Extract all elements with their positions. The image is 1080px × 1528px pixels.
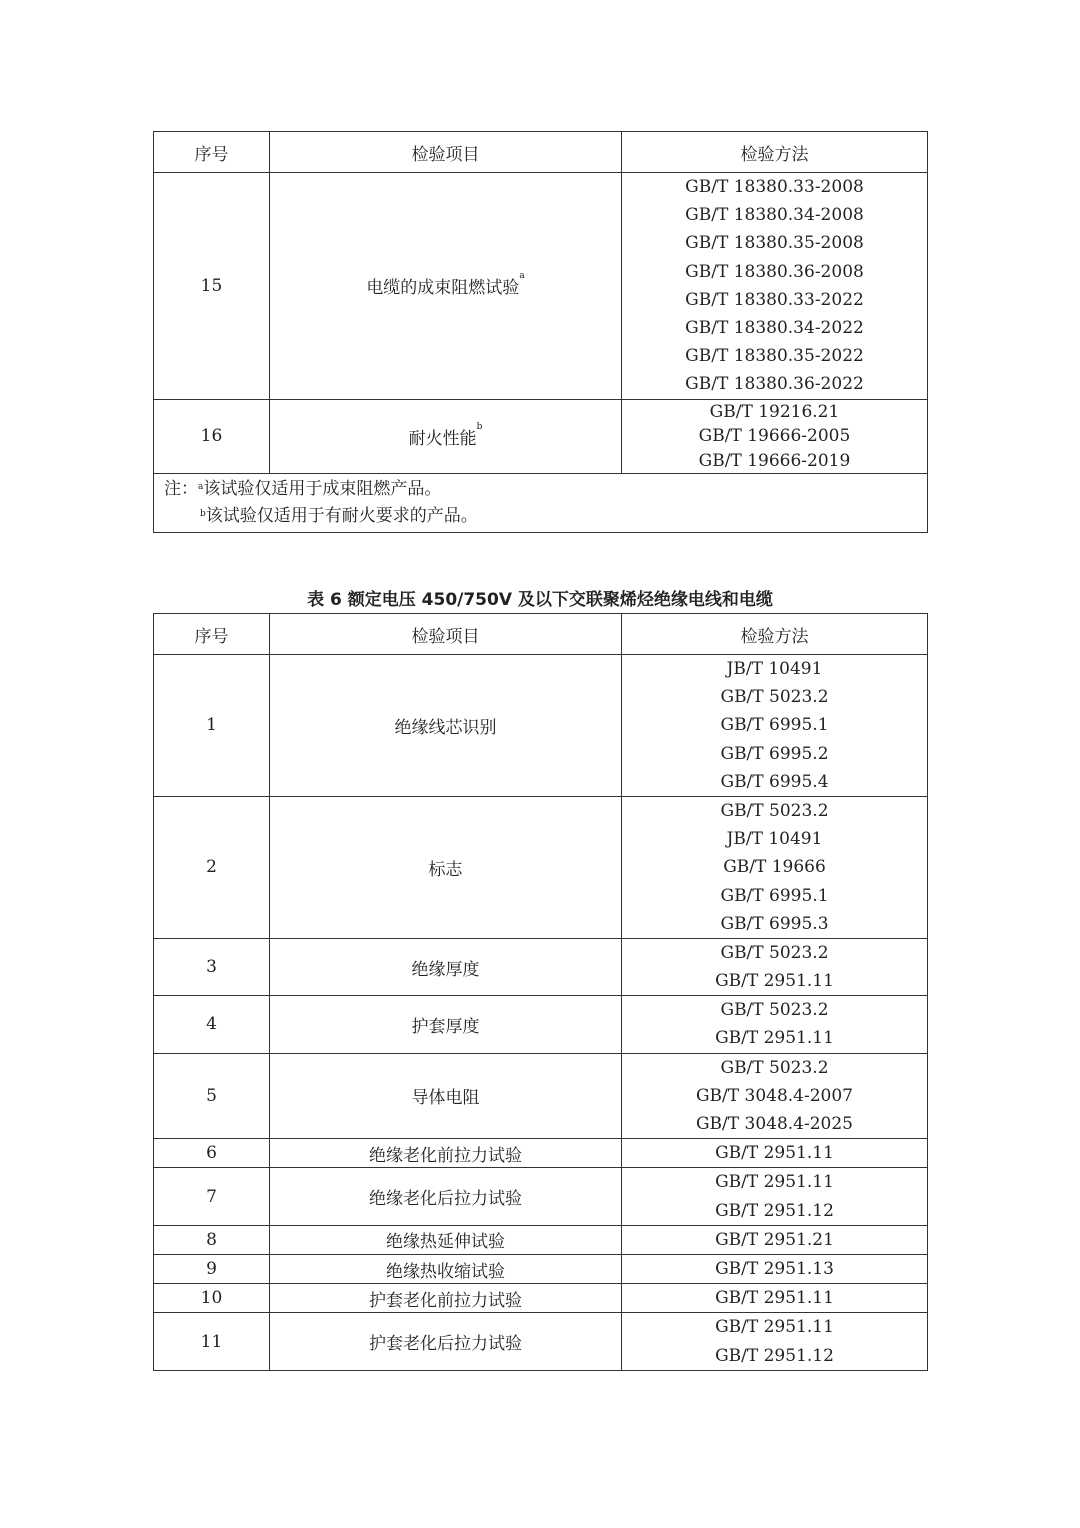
test-item-cell [270,173,622,400]
test-item-cell [270,655,622,797]
test-method-cell [622,1225,928,1254]
table-row [154,1053,928,1139]
table-row [154,173,928,400]
test-method: GB/T 6995.3 [720,913,829,934]
test-method: GB/T 3048.4-2025 [695,1114,854,1134]
footnote-mark-b: b [200,509,206,519]
table-row [154,938,928,995]
header-item: 检验项目 [270,132,622,173]
note-cell [154,474,928,533]
test-item-cell [270,938,622,995]
test-method: GB/T 5023.2 [720,800,829,821]
test-method: GB/T 2951.11 [715,1317,834,1338]
test-method: GB/T 6995.1 [720,715,829,736]
note-line-b [164,503,917,530]
fire-test-table [153,131,928,533]
test-item: 护套老化后拉力试验 [369,1334,522,1354]
table-body [154,655,928,1371]
test-method: GB/T 2951.21 [715,1229,834,1250]
test-method: GB/T 2951.12 [715,1200,834,1221]
test-method: GB/T 19666-2005 [698,426,851,446]
row-number: 8 [154,1225,270,1254]
test-method-cell [622,655,928,797]
test-item: 绝缘老化后拉力试验 [369,1189,522,1210]
table-row [154,1254,928,1283]
test-item: 护套老化前拉力试验 [369,1290,522,1311]
test-item-cell [270,1053,622,1139]
test-item-cell [270,1168,622,1225]
test-method-cell [622,796,928,938]
table-header-row [154,614,928,655]
header-number: 序号 [154,614,270,655]
row-number: 16 [154,399,270,474]
test-method: GB/T 18380.33-2008 [685,177,864,197]
row-number: 1 [154,655,270,797]
test-item-cell [270,1139,622,1168]
test-method: GB/T 2951.13 [715,1258,834,1279]
test-method-cell [622,996,928,1053]
test-method: GB/T 18380.36-2022 [685,374,864,395]
row-number: 15 [154,173,270,400]
test-item: 标志 [428,859,463,880]
test-method: GB/T 6995.4 [720,771,829,792]
row-number: 6 [154,1139,270,1168]
table-row [154,399,928,474]
test-item: 绝缘老化前拉力试验 [369,1145,522,1166]
table-row [154,655,928,797]
test-method: GB/T 18380.33-2022 [685,289,864,310]
test-method: GB/T 2951.11 [715,1288,834,1309]
row-number: 2 [154,796,270,938]
test-method-cell [622,1053,928,1139]
header-method: 检验方法 [622,132,928,173]
test-method: GB/T 2951.11 [715,1028,834,1049]
test-method: GB/T 2951.11 [715,1172,834,1193]
test-method: GB/T 18380.34-2008 [685,205,864,226]
row-number: 7 [154,1168,270,1225]
table-row [154,1313,928,1370]
table-caption: 表 6 额定电压 450/750V 及以下交联聚烯烃绝缘电线和电缆 [307,590,773,610]
footnote-mark: a [519,271,525,282]
row-number: 9 [154,1254,270,1283]
header-item: 检验项目 [270,614,622,655]
header-method: 检验方法 [622,614,928,655]
table-row [154,1284,928,1313]
test-method: JB/T 10491 [726,659,823,679]
test-item-cell [270,1225,622,1254]
note-text-b: 该试验仅适用于有耐火要求的产品。 [205,506,478,526]
test-item: 耐火性能 [408,428,477,449]
test-method: GB/T 2951.11 [715,971,834,992]
test-item-cell [270,1284,622,1313]
test-item-cell [270,1313,622,1370]
test-method-cell [622,399,928,474]
row-number: 4 [154,996,270,1053]
table-row [154,796,928,938]
test-method-cell [622,1254,928,1283]
note-row [154,474,928,533]
row-number: 10 [154,1284,270,1313]
row-number: 3 [154,938,270,995]
test-method-cell [622,938,928,995]
test-item: 电缆的成束阻燃试验 [366,278,520,299]
test-method: GB/T 18380.35-2022 [685,346,864,367]
row-number: 5 [154,1053,270,1139]
test-method: GB/T 18380.34-2022 [685,317,864,338]
test-item: 绝缘热收缩试验 [386,1261,505,1282]
note-prefix: 注： [164,479,198,499]
test-method-cell [622,1139,928,1168]
table-row [154,1139,928,1168]
test-method: GB/T 5023.2 [720,1057,829,1078]
footnote-mark: b [476,421,483,432]
test-item: 绝缘热延伸试验 [386,1232,505,1253]
test-method: GB/T 19666 [723,857,826,878]
test-method-cell [622,1168,928,1225]
table-row [154,1168,928,1225]
test-method: GB/T 18380.35-2008 [685,233,864,254]
test-item-cell [270,796,622,938]
test-item-cell [270,399,622,474]
test-method: GB/T 6995.2 [720,743,829,764]
test-item-cell [270,1254,622,1283]
test-method: GB/T 5023.2 [720,1000,829,1021]
row-number: 11 [154,1313,270,1370]
test-method: GB/T 2951.12 [715,1345,834,1366]
xlpo-cable-test-table [153,613,928,1371]
test-method: GB/T 19216.21 [709,401,840,422]
test-item: 绝缘厚度 [411,959,480,980]
table-header-row [154,132,928,173]
footnote-mark-a: a [198,482,204,492]
test-item: 护套厚度 [411,1016,480,1037]
test-item: 绝缘线芯识别 [394,717,497,738]
test-method: GB/T 18380.36-2008 [685,261,864,282]
test-item: 导体电阻 [411,1088,480,1109]
test-method-cell [622,1313,928,1370]
test-method: GB/T 5023.2 [720,687,829,708]
test-item-cell [270,996,622,1053]
table-body [154,173,928,474]
table-row [154,996,928,1053]
test-method-cell [622,173,928,400]
note-line-a [164,476,917,503]
test-method: GB/T 3048.4-2007 [695,1085,854,1106]
test-method: GB/T 2951.11 [715,1143,834,1164]
test-method: JB/T 10491 [726,829,823,850]
test-method-cell [622,1284,928,1313]
note-text-a: 该试验仅适用于成束阻燃产品。 [203,479,442,499]
test-method: GB/T 19666-2019 [698,450,851,471]
test-method: GB/T 6995.1 [720,885,829,906]
test-method: GB/T 5023.2 [720,942,829,963]
table-row [154,1225,928,1254]
header-number: 序号 [154,132,270,173]
